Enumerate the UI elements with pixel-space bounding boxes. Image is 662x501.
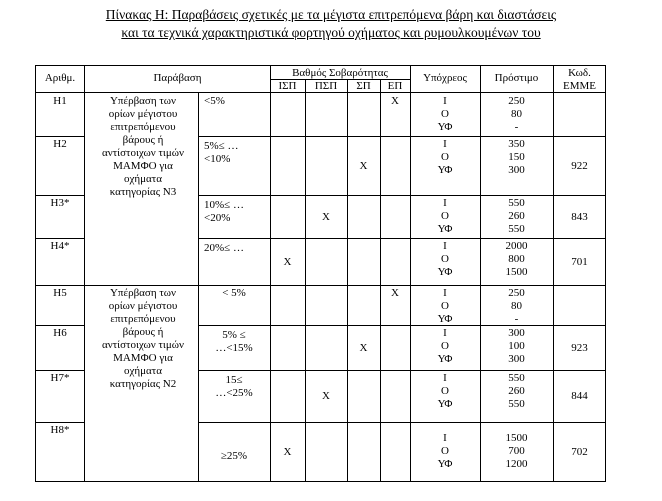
group-desc-n2: Υπέρβαση των bbox=[109, 287, 177, 299]
row-code: 843 bbox=[571, 210, 588, 223]
row-fine: 250 bbox=[508, 287, 525, 299]
row-code: 923 bbox=[571, 341, 588, 354]
row-fine: 260 bbox=[508, 210, 525, 222]
group-desc-n2: οχήματα bbox=[124, 365, 162, 377]
row-obliged: ΥΦ bbox=[437, 458, 453, 470]
row-fine: 800 bbox=[508, 253, 525, 265]
row-range: 10%≤ … bbox=[204, 199, 244, 211]
row-range: <20% bbox=[204, 212, 231, 224]
row-id: Η3* bbox=[50, 197, 70, 209]
row-id: Η2 bbox=[53, 138, 67, 150]
row-obliged: ΥΦ bbox=[437, 266, 453, 278]
row-obliged: ΥΦ bbox=[437, 398, 453, 410]
severity-mark: X bbox=[283, 255, 292, 268]
row-obliged: Ο bbox=[441, 385, 449, 397]
row-fine: 550 bbox=[508, 398, 525, 410]
row-code: 702 bbox=[571, 445, 588, 458]
row-obliged: Ο bbox=[441, 340, 449, 352]
row-fine: 550 bbox=[508, 197, 525, 209]
group-desc-n3: ορίων μέγιστου bbox=[108, 108, 178, 120]
row-code: 701 bbox=[571, 255, 588, 268]
row-obliged: Ι bbox=[443, 287, 447, 299]
row-range: …<15% bbox=[215, 342, 253, 354]
header-vathmos: Βαθμός Σοβαρότητας bbox=[292, 67, 388, 79]
group-desc-n3: αντίστοιχων τιμών bbox=[101, 147, 185, 159]
row-obliged: ΥΦ bbox=[437, 223, 453, 235]
table-title-line-2: και τα τεχνικά χαρακτηριστικά φορτηγού οχήματος και ρυμουλκουμένων του bbox=[121, 25, 541, 40]
row-fine: 150 bbox=[508, 151, 525, 163]
severity-mark: X bbox=[359, 159, 368, 172]
row-obliged: ΥΦ bbox=[437, 164, 453, 176]
row-obliged: Ο bbox=[441, 300, 449, 312]
severity-mark: X bbox=[391, 287, 399, 299]
row-obliged: Ι bbox=[443, 327, 447, 339]
row-fine: 550 bbox=[508, 223, 525, 235]
row-obliged: Ι bbox=[443, 372, 447, 384]
group-desc-n3: οχήματα bbox=[124, 173, 162, 185]
header-sp: ΣΠ bbox=[356, 80, 371, 92]
header-prostimo: Πρόστιμο bbox=[494, 72, 539, 84]
row-obliged: Ι bbox=[443, 432, 447, 444]
group-desc-n3: επιτρεπόμενου bbox=[110, 121, 176, 133]
row-fine: 2000 bbox=[505, 240, 528, 252]
group-desc-n3: κατηγορίας Ν3 bbox=[109, 186, 177, 198]
header-isp: ΙΣΠ bbox=[278, 80, 297, 92]
row-obliged: Ο bbox=[441, 253, 449, 265]
group-desc-n2: επιτρεπόμενου bbox=[110, 313, 176, 325]
row-fine: 300 bbox=[508, 327, 525, 339]
row-fine: 300 bbox=[508, 353, 525, 365]
row-fine: 260 bbox=[508, 385, 525, 397]
group-desc-n3: ΜΑΜΦΟ για bbox=[113, 160, 173, 172]
severity-mark: X bbox=[283, 445, 292, 458]
row-fine: 1500 bbox=[505, 432, 528, 444]
row-fine: 250 bbox=[508, 95, 525, 107]
header-emme: ΕΜΜΕ bbox=[563, 80, 596, 92]
header-kod: Κωδ. bbox=[568, 67, 591, 79]
row-fine: 100 bbox=[508, 340, 525, 352]
row-code: 922 bbox=[571, 159, 588, 172]
group-desc-n2: βάρους ή bbox=[122, 326, 164, 338]
row-fine: 350 bbox=[508, 138, 525, 150]
row-range: 15≤ bbox=[225, 374, 243, 386]
row-obliged: Ι bbox=[443, 240, 447, 252]
row-fine: - bbox=[514, 121, 519, 133]
row-range: 20%≤ … bbox=[204, 242, 244, 254]
group-desc-n2: κατηγορίας Ν2 bbox=[109, 378, 177, 390]
row-range: 5% ≤ bbox=[222, 329, 246, 341]
table-title-line-1: Πίνακας Η: Παραβάσεις σχετικές με τα μέγιστα επιτρεπόμενα βάρη και διαστάσεις bbox=[105, 7, 557, 22]
header-paravasi: Παράβαση bbox=[153, 72, 202, 84]
row-obliged: ΥΦ bbox=[437, 121, 453, 133]
severity-mark: X bbox=[359, 341, 368, 354]
header-arith: Αριθμ. bbox=[44, 72, 76, 84]
group-desc-n2: ΜΑΜΦΟ για bbox=[113, 352, 173, 364]
row-fine: - bbox=[514, 313, 519, 325]
row-id: Η4* bbox=[50, 240, 70, 252]
row-obliged: Ο bbox=[441, 151, 449, 163]
row-obliged: Ο bbox=[441, 108, 449, 120]
row-fine: 1200 bbox=[505, 458, 528, 470]
row-fine: 80 bbox=[511, 300, 522, 312]
row-fine: 550 bbox=[508, 372, 525, 384]
severity-mark: X bbox=[322, 390, 330, 402]
row-obliged: Ο bbox=[441, 445, 449, 457]
row-fine: 80 bbox=[511, 108, 522, 120]
row-id: Η7* bbox=[50, 372, 70, 384]
row-fine: 1500 bbox=[505, 266, 528, 278]
group-desc-n3: Υπέρβαση των bbox=[109, 95, 177, 107]
row-obliged: Ι bbox=[443, 95, 447, 107]
row-fine: 300 bbox=[508, 164, 525, 176]
row-obliged: ΥΦ bbox=[437, 353, 453, 365]
row-id: Η8* bbox=[50, 424, 70, 436]
group-desc-n2: ορίων μέγιστου bbox=[108, 300, 178, 312]
row-id: Η1 bbox=[53, 95, 67, 107]
row-range: 5%≤ … bbox=[204, 140, 239, 152]
row-obliged: Ι bbox=[443, 197, 447, 209]
row-range: < 5% bbox=[222, 287, 246, 299]
header-psp: ΠΣΠ bbox=[314, 80, 338, 92]
row-range: …<25% bbox=[215, 387, 253, 399]
severity-mark: X bbox=[391, 95, 399, 107]
row-id: Η6 bbox=[53, 327, 67, 339]
group-desc-n2: αντίστοιχων τιμών bbox=[101, 339, 185, 351]
row-obliged: Ο bbox=[441, 210, 449, 222]
row-fine: 700 bbox=[508, 445, 525, 457]
row-obliged: ΥΦ bbox=[437, 313, 453, 325]
header-ypoxreos: Υπόχρεος bbox=[423, 72, 467, 84]
row-obliged: Ι bbox=[443, 138, 447, 150]
severity-mark: X bbox=[322, 210, 330, 223]
row-id: Η5 bbox=[53, 287, 67, 299]
header-ep: ΕΠ bbox=[387, 80, 403, 92]
row-range: <10% bbox=[204, 153, 231, 165]
row-code: 844 bbox=[571, 390, 588, 402]
row-range: ≥25% bbox=[220, 449, 248, 462]
row-range: <5% bbox=[204, 95, 225, 107]
group-desc-n3: βάρους ή bbox=[122, 134, 164, 146]
